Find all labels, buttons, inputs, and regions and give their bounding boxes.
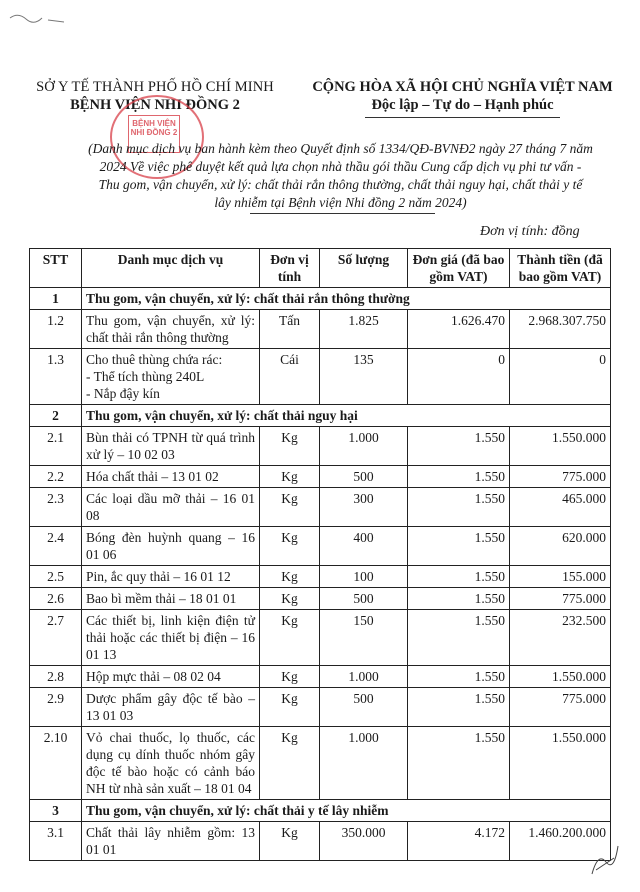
scan-mark-icon — [8, 10, 68, 26]
price-cell: 1.626.470 — [408, 310, 510, 349]
decree-line-2: 2024 Về việc phê duyệt kết quả lựa chọn nhà thầu gói thầu Cung cấp dịch vụ phi tư vấn - — [99, 159, 582, 174]
service-name-text: Các loại dầu mỡ thải – 16 01 08 — [86, 491, 255, 523]
service-name — [82, 666, 260, 688]
price-cell: 1.550 — [408, 488, 510, 527]
service-name-text: Thu gom, vận chuyển, xử lý: chất thải rắn thông thường — [86, 313, 255, 345]
unit-cell: Kg — [260, 822, 320, 861]
total-cell: 775.000 — [510, 466, 611, 488]
service-name — [82, 727, 260, 800]
issuer-department: SỞ Y TẾ THÀNH PHỐ HỒ CHÍ MINH — [36, 79, 274, 95]
price-cell: 1.550 — [408, 466, 510, 488]
unit-cell: Kg — [260, 427, 320, 466]
table-row — [30, 566, 611, 588]
service-price-table — [29, 248, 611, 861]
total-cell: 1.550.000 — [510, 727, 611, 800]
unit-cell: Kg — [260, 527, 320, 566]
unit-cell: Tấn — [260, 310, 320, 349]
section-row — [30, 405, 611, 427]
currency-unit-note: Đơn vị tính: đồng — [480, 224, 580, 239]
total-cell: 2.968.307.750 — [510, 310, 611, 349]
table-row — [30, 466, 611, 488]
unit-cell: Kg — [260, 488, 320, 527]
table-row — [30, 488, 611, 527]
table-row — [30, 822, 611, 861]
total-cell: 1.460.200.000 — [510, 822, 611, 861]
qty-cell: 500 — [320, 588, 408, 610]
price-cell: 1.550 — [408, 727, 510, 800]
service-subitem: - Thể tích thùng 240L — [86, 369, 205, 384]
total-cell: 232.500 — [510, 610, 611, 666]
issuer-hospital: BỆNH VIỆN NHI ĐỒNG 2 — [70, 97, 240, 113]
qty-cell: 400 — [320, 527, 408, 566]
service-name — [82, 822, 260, 861]
price-cell: 1.550 — [408, 588, 510, 610]
section-row — [30, 800, 611, 822]
row-stt: 2.1 — [30, 427, 82, 466]
row-stt: 2.9 — [30, 688, 82, 727]
qty-cell: 1.000 — [320, 666, 408, 688]
service-name — [82, 688, 260, 727]
service-name-text: Dược phẩm gây độc tế bào – 13 01 03 — [86, 691, 255, 723]
service-name-text: Cho thuê thùng chứa rác: — [86, 352, 223, 367]
initial-signature — [588, 840, 623, 880]
section-title: Thu gom, vận chuyển, xử lý: chất thải nguy hại — [82, 405, 611, 427]
service-name-text: Pin, ắc quy thải – 16 01 12 — [86, 569, 231, 584]
qty-cell: 150 — [320, 610, 408, 666]
total-cell: 775.000 — [510, 688, 611, 727]
service-name-text: Bùn thải có TPNH từ quá trình xử lý – 10 02 03 — [86, 430, 255, 462]
row-stt: 2.5 — [30, 566, 82, 588]
qty-cell: 500 — [320, 688, 408, 727]
row-stt: 2.2 — [30, 466, 82, 488]
qty-cell: 100 — [320, 566, 408, 588]
row-stt: 2.3 — [30, 488, 82, 527]
unit-cell: Kg — [260, 688, 320, 727]
section-row — [30, 288, 611, 310]
service-name-text: Chất thải lây nhiễm gồm: 13 01 01 — [86, 825, 255, 857]
col-header-price: Đơn giá (đã bao gồm VAT) — [408, 249, 510, 288]
service-name-text: Vỏ chai thuốc, lọ thuốc, các dụng cụ dính thuốc nhóm gây độc tế bào hoặc có cảnh báo NH từ nhà sản xuất – 18 01 04 — [86, 730, 255, 796]
table-body — [30, 288, 611, 861]
row-stt: 2.6 — [30, 588, 82, 610]
qty-cell: 1.000 — [320, 427, 408, 466]
table-row — [30, 688, 611, 727]
row-stt: 3.1 — [30, 822, 82, 861]
service-name-text: Hóa chất thải – 13 01 02 — [86, 469, 219, 484]
national-motto-block — [300, 78, 625, 114]
unit-cell: Kg — [260, 666, 320, 688]
total-cell: 0 — [510, 349, 611, 405]
decree-line-4: lây nhiễm tại Bệnh viện Nhi đồng 2 năm 2024) — [214, 195, 467, 210]
decree-line-3: Thu gom, vận chuyển, xử lý: chất thải rắn thông thường, chất thải nguy hại, chất thải y tế — [98, 177, 583, 192]
table-row — [30, 610, 611, 666]
section-title: Thu gom, vận chuyển, xử lý: chất thải rắn thông thường — [82, 288, 611, 310]
price-cell: 4.172 — [408, 822, 510, 861]
row-stt: 1.2 — [30, 310, 82, 349]
row-stt: 2.10 — [30, 727, 82, 800]
service-name — [82, 310, 260, 349]
col-header-stt: STT — [30, 249, 82, 288]
service-name — [82, 466, 260, 488]
price-cell: 1.550 — [408, 527, 510, 566]
row-stt: 3 — [30, 800, 82, 822]
price-cell: 1.550 — [408, 666, 510, 688]
total-cell: 1.550.000 — [510, 427, 611, 466]
col-header-service: Danh mục dịch vụ — [82, 249, 260, 288]
decree-reference — [68, 140, 613, 212]
country-title: CỘNG HÒA XÃ HỘI CHỦ NGHĨA VIỆT NAM — [312, 79, 613, 95]
table-row — [30, 349, 611, 405]
service-name — [82, 566, 260, 588]
unit-cell: Kg — [260, 566, 320, 588]
col-header-unit: Đơn vị tính — [260, 249, 320, 288]
total-cell: 155.000 — [510, 566, 611, 588]
row-stt: 2 — [30, 405, 82, 427]
total-cell: 1.550.000 — [510, 666, 611, 688]
service-name — [82, 427, 260, 466]
price-cell: 0 — [408, 349, 510, 405]
motto-underline — [365, 117, 560, 118]
unit-cell: Kg — [260, 466, 320, 488]
qty-cell: 300 — [320, 488, 408, 527]
service-name-text: Hộp mực thải – 08 02 04 — [86, 669, 221, 684]
price-cell: 1.550 — [408, 610, 510, 666]
service-name-text: Bao bì mềm thải – 18 01 01 — [86, 591, 237, 606]
qty-cell: 500 — [320, 466, 408, 488]
service-name — [82, 488, 260, 527]
unit-cell: Kg — [260, 588, 320, 610]
col-header-total: Thành tiền (đã bao gồm VAT) — [510, 249, 611, 288]
decree-line-1: (Danh mục dịch vụ ban hành kèm theo Quyết định số 1334/QĐ-BVNĐ2 ngày 27 tháng 7 năm — [88, 141, 593, 156]
row-stt: 2.8 — [30, 666, 82, 688]
qty-cell: 1.000 — [320, 727, 408, 800]
motto: Độc lập – Tự do – Hạnh phúc — [371, 97, 554, 113]
table-row — [30, 527, 611, 566]
qty-cell: 135 — [320, 349, 408, 405]
qty-cell: 1.825 — [320, 310, 408, 349]
table-row — [30, 310, 611, 349]
total-cell: 775.000 — [510, 588, 611, 610]
unit-cell: Kg — [260, 610, 320, 666]
service-name — [82, 349, 260, 405]
col-header-qty: Số lượng — [320, 249, 408, 288]
table-row — [30, 666, 611, 688]
row-stt: 2.7 — [30, 610, 82, 666]
qty-cell: 350.000 — [320, 822, 408, 861]
decree-underline — [250, 213, 435, 214]
service-subitem: - Nắp đậy kín — [86, 386, 160, 401]
service-name-text: Các thiết bị, linh kiện điện tử thải hoặc các thiết bị điện – 16 01 13 — [86, 613, 255, 662]
service-name-text: Bóng đèn huỳnh quang – 16 01 06 — [86, 530, 255, 562]
price-cell: 1.550 — [408, 566, 510, 588]
price-cell: 1.550 — [408, 688, 510, 727]
row-stt: 2.4 — [30, 527, 82, 566]
price-cell: 1.550 — [408, 427, 510, 466]
service-name — [82, 610, 260, 666]
service-name — [82, 527, 260, 566]
service-name — [82, 588, 260, 610]
total-cell: 620.000 — [510, 527, 611, 566]
row-stt: 1 — [30, 288, 82, 310]
table-row — [30, 727, 611, 800]
table-header-row — [30, 249, 611, 288]
official-stamp-label: BỆNH VIỆN NHI ĐỒNG 2 — [128, 115, 180, 153]
total-cell: 465.000 — [510, 488, 611, 527]
row-stt: 1.3 — [30, 349, 82, 405]
table-row — [30, 427, 611, 466]
unit-cell: Cái — [260, 349, 320, 405]
table-row — [30, 588, 611, 610]
unit-cell: Kg — [260, 727, 320, 800]
section-title: Thu gom, vận chuyển, xử lý: chất thải y tế lây nhiễm — [82, 800, 611, 822]
